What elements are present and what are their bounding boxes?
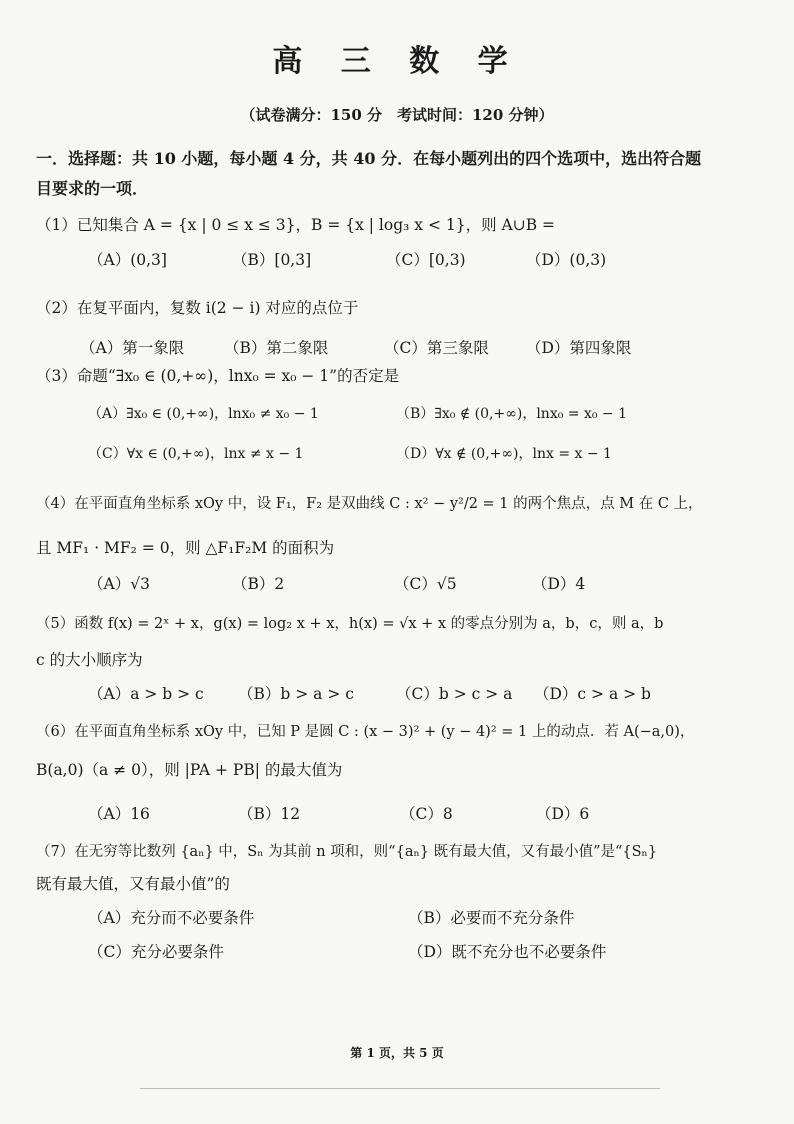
q5-option-a: （A）a > b > c xyxy=(88,685,204,703)
q6-option-d: （D）6 xyxy=(536,805,590,823)
q7-option-d: （D）既不充分也不必要条件 xyxy=(408,943,607,961)
q3-option-d: （D）∀x ∉ (0,+∞)，lnx = x − 1 xyxy=(396,446,612,462)
q1-option-a: （A）(0,3] xyxy=(88,251,167,269)
q3-option-c: （C）∀x ∈ (0,+∞)，lnx ≠ x − 1 xyxy=(88,446,304,462)
q7-option-a: （A）充分而不必要条件 xyxy=(88,909,255,927)
q5-option-c: （C）b > c > a xyxy=(396,685,513,703)
q4-option-b: （B）2 xyxy=(232,575,285,593)
question-7-stem-cont: 既有最大值，又有最小值”的 xyxy=(36,875,230,893)
section-heading-cont: 目要求的一项． xyxy=(36,179,149,198)
question-7-stem: （7）在无穷等比数列 {aₙ} 中，Sₙ 为其前 n 项和，则“{aₙ} 既有最大值，又有最小值”是“{Sₙ} xyxy=(36,844,658,860)
q1-option-b: （B）[0,3] xyxy=(232,251,312,269)
q2-option-d: （D）第四象限 xyxy=(526,339,632,357)
q6-option-c: （C）8 xyxy=(400,805,453,823)
q3-option-b: （B）∃x₀ ∉ (0,+∞)，lnx₀ = x₀ − 1 xyxy=(396,406,628,422)
question-4-stem-cont: 且 MF₁ · MF₂ = 0，则 △F₁F₂M 的面积为 xyxy=(36,539,335,557)
question-2-stem: （2）在复平面内，复数 i(2 − i) 对应的点位于 xyxy=(36,299,359,317)
q4-option-d: （D）4 xyxy=(532,575,586,593)
q1-option-c: （C）[0,3) xyxy=(386,251,466,269)
q4-option-a: （A）√3 xyxy=(88,575,150,593)
page-title: 高 三 数 学 xyxy=(272,44,522,79)
question-5-stem-cont: c 的大小顺序为 xyxy=(36,651,143,669)
question-1-stem: （1）已知集合 A = {x | 0 ≤ x ≤ 3}，B = {x | log₃ x < 1}，则 A∪B = xyxy=(36,216,555,234)
q1-option-d: （D）(0,3) xyxy=(526,251,607,269)
q5-option-b: （B）b > a > c xyxy=(238,685,354,703)
question-3-stem: （3）命题“∃x₀ ∈ (0,+∞)，lnx₀ = x₀ − 1”的否定是 xyxy=(36,367,400,385)
q6-option-a: （A）16 xyxy=(88,805,150,823)
q7-option-c: （C）充分必要条件 xyxy=(88,943,224,961)
q5-option-d: （D）c > a > b xyxy=(534,685,651,703)
exam-info: （试卷满分：150 分 考试时间：120 分钟） xyxy=(240,106,554,124)
q4-option-c: （C）√5 xyxy=(394,575,457,593)
q2-option-a: （A）第一象限 xyxy=(80,339,185,357)
q7-option-b: （B）必要而不充分条件 xyxy=(408,909,575,927)
q3-option-a: （A）∃x₀ ∈ (0,+∞)，lnx₀ ≠ x₀ − 1 xyxy=(88,406,319,422)
q6-option-b: （B）12 xyxy=(238,805,301,823)
q2-option-b: （B）第二象限 xyxy=(224,339,329,357)
section-heading: 一．选择题：共 10 小题，每小题 4 分，共 40 分．在每小题列出的四个选项中，选出符合题 xyxy=(36,149,702,168)
question-4-stem: （4）在平面直角坐标系 xOy 中，设 F₁，F₂ 是双曲线 C : x² − y²/2 = 1 的两个焦点，点 M 在 C 上， xyxy=(36,496,703,512)
page-number: 第 1 页，共 5 页 xyxy=(350,1046,444,1060)
question-6-stem: （6）在平面直角坐标系 xOy 中，已知 P 是圆 C : (x − 3)² + (y − 4)² = 1 上的动点．若 A(−a,0)， xyxy=(36,724,695,740)
q2-option-c: （C）第三象限 xyxy=(384,339,489,357)
question-5-stem: （5）函数 f(x) = 2ˣ + x，g(x) = log₂ x + x，h(x) = √x + x 的零点分别为 a，b，c，则 a，b xyxy=(36,616,664,632)
question-6-stem-cont: B(a,0)（a ≠ 0），则 |PA + PB| 的最大值为 xyxy=(36,761,343,779)
footer-divider xyxy=(140,1088,660,1089)
